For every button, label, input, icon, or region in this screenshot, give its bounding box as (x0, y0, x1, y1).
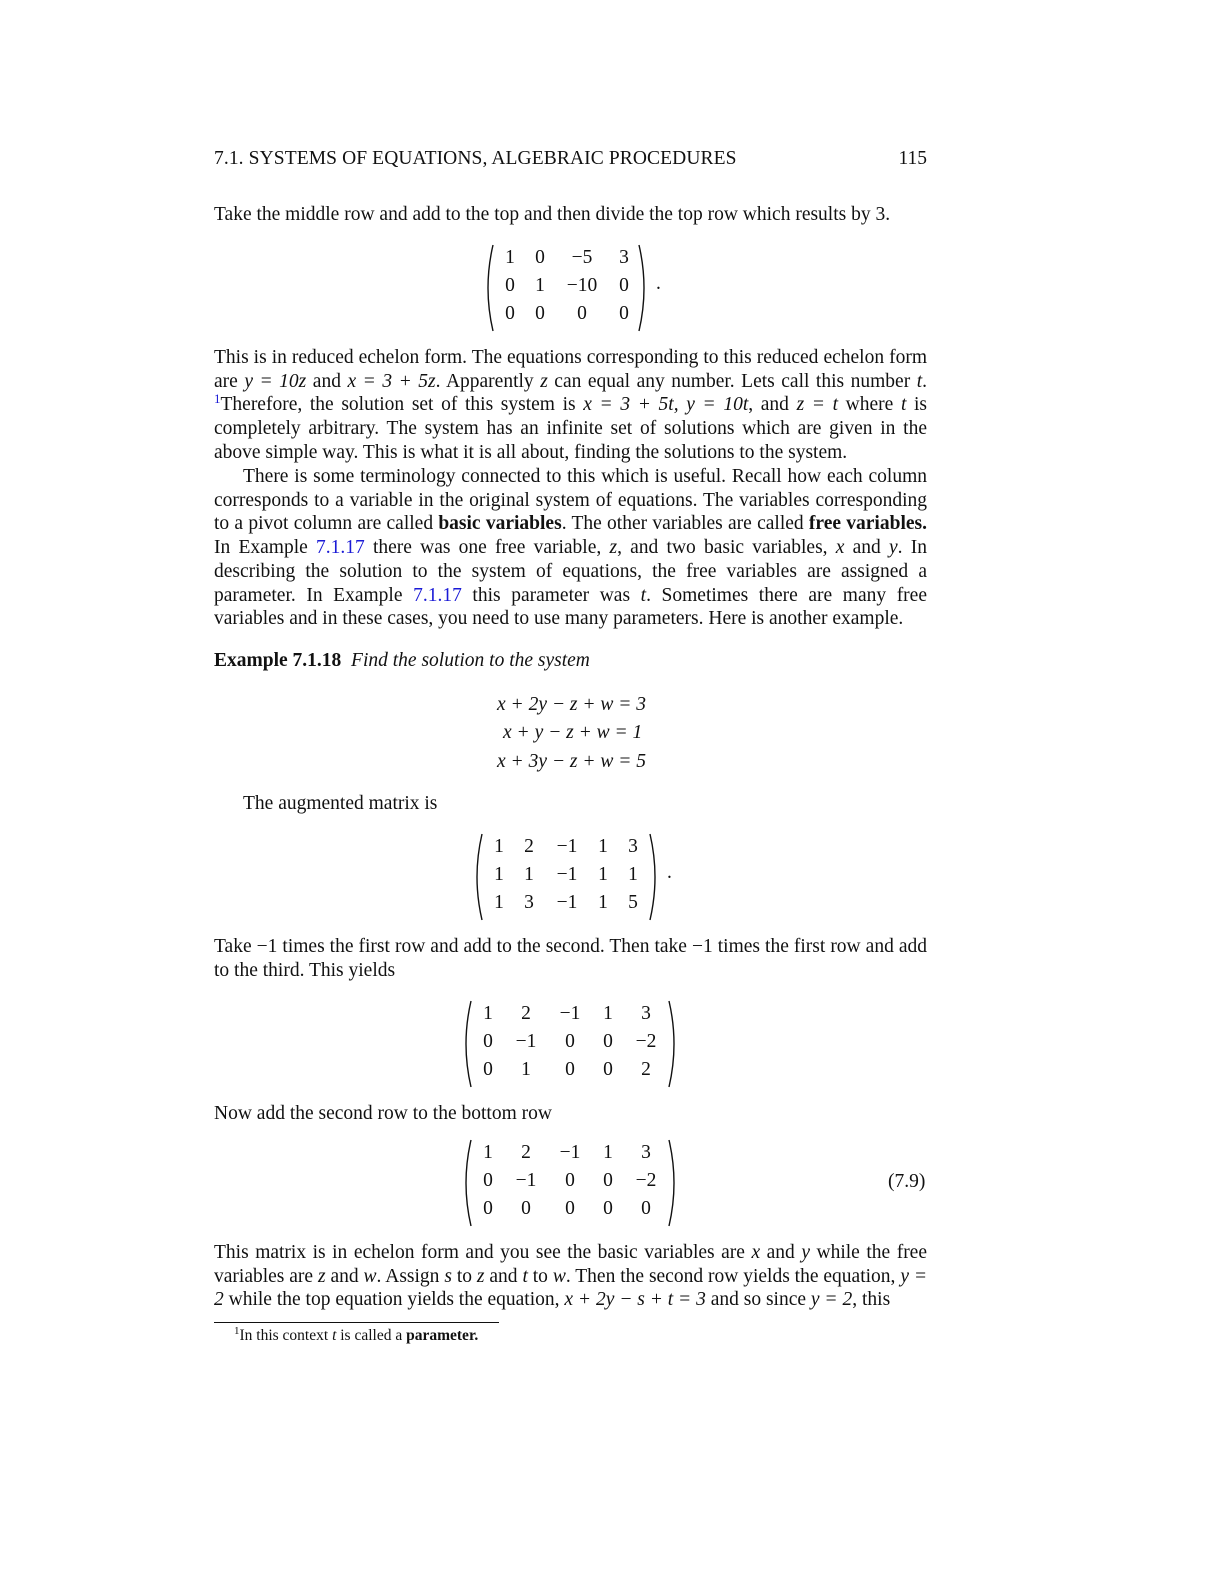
footnote-link[interactable]: 1 (214, 391, 221, 407)
right-parenthesis (650, 834, 655, 920)
matrix-period: . (667, 862, 672, 883)
matrix-cell: 2 (521, 1003, 531, 1024)
matrix-cell: −1 (556, 836, 578, 857)
matrix-reduced-echelon (484, 245, 664, 331)
right-parenthesis (669, 1001, 674, 1087)
footnote-rule (214, 1322, 499, 1323)
matrix-cell: −2 (635, 1170, 657, 1191)
matrix-parentheses (473, 834, 659, 920)
example-heading (214, 649, 927, 673)
matrix-cell: 1 (535, 275, 545, 296)
matrix-cell: 0 (603, 1170, 613, 1191)
matrix-parentheses (484, 245, 648, 331)
matrix-cell: 0 (603, 1031, 613, 1052)
matrix-cell: 0 (483, 1059, 493, 1080)
matrix-cell: 0 (603, 1198, 613, 1219)
matrix-cell: 0 (619, 275, 629, 296)
example-prompt: Find the solution to the system (351, 650, 590, 671)
matrix-cell: −5 (571, 247, 593, 268)
matrix-cell: 1 (598, 892, 608, 913)
matrix-cell: 0 (603, 1059, 613, 1080)
matrix-cell: 0 (521, 1198, 531, 1219)
example-label: Example 7.1.18 (214, 650, 342, 671)
paragraph-echelon-solution: This matrix is in echelon form and you see the basic variables are x and y while the free variables are z and w. Assign s to z and t to w. Then the second row yields the equation, y = 2 while the top equation yields the equation, x + 2y − s + t = 3 and so since y = 2, this (214, 1242, 928, 1311)
matrix-cell: 1 (494, 892, 504, 913)
matrix-cell: 1 (598, 864, 608, 885)
page-number: 115 (898, 148, 927, 169)
matrix-cell: −1 (556, 864, 578, 885)
matrix-cell: 0 (641, 1198, 651, 1219)
left-parenthesis (466, 1001, 471, 1087)
step2-paragraph: Now add the second row to the bottom row (214, 1103, 552, 1124)
matrix-cell: 0 (565, 1170, 575, 1191)
matrix-cell: 1 (603, 1142, 613, 1163)
matrix-cell: −1 (559, 1142, 581, 1163)
matrix-parentheses (462, 1140, 678, 1226)
matrix-cell: −2 (635, 1031, 657, 1052)
example-ref-link[interactable]: 7.1.17 (413, 584, 462, 606)
term-free-variables: free variables. (808, 513, 927, 535)
left-parenthesis (488, 245, 493, 331)
footnote: $^1$In this context t is called a parameter. (234, 1325, 479, 1344)
matrix-cell: 1 (483, 1003, 493, 1024)
matrix-cell: 2 (641, 1059, 651, 1080)
matrix-cell: 1 (603, 1003, 613, 1024)
matrix-cell: 0 (483, 1031, 493, 1052)
left-parenthesis (466, 1140, 471, 1226)
matrix-cell: −1 (556, 892, 578, 913)
matrix-cell: 1 (505, 247, 515, 268)
matrix-cell: 0 (535, 303, 545, 324)
matrix-cell: 1 (524, 864, 534, 885)
matrix-cell: 3 (619, 247, 629, 268)
equation-1: x + 2y − z + w = 3 (497, 694, 647, 715)
matrix-cell: 1 (521, 1059, 531, 1080)
matrix-cell: 1 (628, 864, 638, 885)
matrix-cell: −1 (515, 1031, 537, 1052)
running-header (214, 148, 927, 174)
matrix-cell: 0 (565, 1031, 575, 1052)
paragraph-reduced-echelon: This is in reduced echelon form. The equations corresponding to this reduced echelon form are y = 10z and x = 3 + 5z. Apparently z can equal any number. Lets call this number t. $^1$Therefore, the solution set of this system is x = 3 + 5t, y = 10t, and z = t where t is completely arbitrary. The system has an infinite set of solutions which are given in the above simple way. This is what it is all about, finding the solutions to the system. (214, 347, 928, 463)
matrix-parentheses (462, 1001, 678, 1087)
equation-2: x + y − z + w = 1 (503, 722, 643, 743)
matrix-cell: −1 (515, 1170, 537, 1191)
matrix-cell: 0 (565, 1198, 575, 1219)
equation-number: (7.9) (888, 1171, 926, 1192)
matrix-cell: 1 (598, 836, 608, 857)
matrix-cell: 0 (619, 303, 629, 324)
paragraph-terminology: There is some terminology connected to this which is useful. Recall how each column corresponds to a variable in the original system of equations. The variables corresponding to a pivot column are called basic variables. The other variables are called free variables. In Example 7.1.17 there was one free variable, z, and two basic variables, x and y. In describing the solution to the system of equations, the free variables are assigned a parameter. In Example 7.1.17 this parameter was t. Sometimes there are many free variables and in these cases, you need to use many parameters. Here is another example. (214, 466, 928, 630)
right-parenthesis (669, 1140, 674, 1226)
augmented-text: The augmented matrix is (243, 793, 438, 814)
matrix-cell: 0 (565, 1059, 575, 1080)
matrix-cell: 0 (483, 1198, 493, 1219)
right-parenthesis (639, 245, 644, 331)
matrix-cell: 2 (521, 1142, 531, 1163)
matrix-cell: 0 (505, 275, 515, 296)
equation-3: x + 3y − z + w = 5 (497, 751, 647, 772)
matrix-period: . (656, 273, 661, 294)
section-title: 7.1. SYSTEMS OF EQUATIONS, ALGEBRAIC PROCEDURES (214, 148, 737, 169)
matrix-cell: 1 (494, 836, 504, 857)
matrix-cell: 5 (628, 892, 638, 913)
term-basic-variables: basic variables (438, 513, 562, 535)
matrix-augmented (473, 834, 673, 920)
intro-paragraph: Take the middle row and add to the top and then divide the top row which results by 3. (214, 204, 891, 225)
matrix-cell: 3 (641, 1142, 651, 1163)
matrix-echelon (462, 1140, 682, 1226)
matrix-cell: 0 (505, 303, 515, 324)
matrix-cell: 1 (483, 1142, 493, 1163)
matrix-step1 (462, 1001, 682, 1087)
matrix-cell: −10 (566, 275, 598, 296)
matrix-cell: 3 (628, 836, 638, 857)
matrix-cell: 3 (641, 1003, 651, 1024)
left-parenthesis (477, 834, 482, 920)
example-ref-link[interactable]: 7.1.17 (315, 537, 365, 559)
matrix-cell: 0 (535, 247, 545, 268)
matrix-cell: 0 (483, 1170, 493, 1191)
step1-paragraph: Take −1 times the first row and add to the second. Then take −1 times the first row and add to the third. This yields (214, 936, 927, 981)
matrix-cell: −1 (559, 1003, 581, 1024)
matrix-cell: 1 (494, 864, 504, 885)
matrix-cell: 3 (524, 892, 534, 913)
matrix-cell: 0 (577, 303, 587, 324)
matrix-cell: 2 (524, 836, 534, 857)
